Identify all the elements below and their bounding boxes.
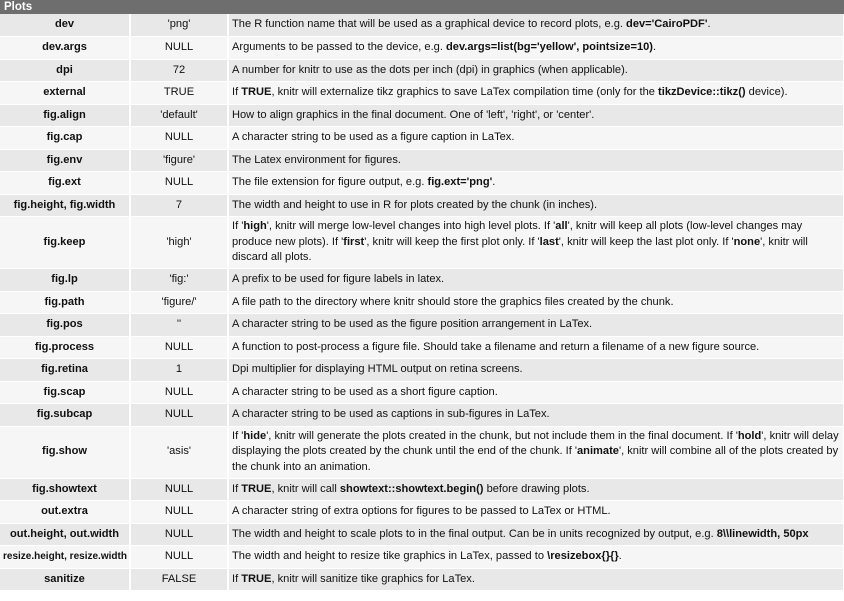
option-name: out.extra — [0, 501, 130, 524]
option-name: fig.showtext — [0, 478, 130, 501]
option-description: If TRUE, knitr will externalize tikz graphics to save LaTex compilation time (only for the tikzDevice::tikz() device). — [228, 82, 844, 105]
emphasis-text: animate — [577, 445, 619, 458]
option-name: fig.lp — [0, 269, 130, 292]
table-row — [0, 501, 844, 524]
option-description: If 'high', knitr will merge low-level changes into high level plots. If 'all', knitr will keep all plots (low-level changes may produce new plots). If 'first', knitr will keep the first plot only. If 'last', knitr will keep the last plot only. If 'none', knitr will discard all plots. — [228, 217, 844, 269]
option-name: fig.process — [0, 336, 130, 359]
emphasis-text: last — [539, 235, 559, 248]
option-default: NULL — [130, 478, 228, 501]
option-default: NULL — [130, 523, 228, 546]
option-description: A prefix to be used for figure labels in latex. — [228, 269, 844, 292]
option-description: Arguments to be passed to the device, e.g. dev.args=list(bg='yellow', pointsize=10). — [228, 37, 844, 60]
option-name: fig.ext — [0, 172, 130, 195]
table-row — [0, 14, 844, 37]
option-name: fig.env — [0, 149, 130, 172]
table-row — [0, 568, 844, 591]
option-default: 7 — [130, 194, 228, 217]
option-description: A file path to the directory where knitr should store the graphics files created by the chunk. — [228, 291, 844, 314]
option-name: fig.align — [0, 104, 130, 127]
options-table-body — [0, 14, 844, 591]
emphasis-text: TRUE — [241, 482, 272, 495]
option-name: dev — [0, 14, 130, 37]
table-row — [0, 426, 844, 478]
options-table — [0, 14, 844, 591]
option-name: out.height, out.width — [0, 523, 130, 546]
emphasis-text: \resizebox{}{} — [547, 550, 619, 562]
table-row — [0, 269, 844, 292]
option-default: NULL — [130, 381, 228, 404]
option-default: FALSE — [130, 568, 228, 591]
table-row — [0, 523, 844, 546]
emphasis-text: TRUE — [241, 86, 272, 98]
emphasis-text: dev.args=list(bg='yellow', pointsize=10) — [446, 41, 653, 53]
emphasis-text: none — [733, 235, 761, 248]
table-row — [0, 149, 844, 172]
option-description: The width and height to use in R for plots created by the chunk (in inches). — [228, 194, 844, 217]
option-default: 'png' — [130, 14, 228, 37]
option-description: The Latex environment for figures. — [228, 149, 844, 172]
option-default: 'fig:' — [130, 269, 228, 292]
table-row — [0, 381, 844, 404]
option-default: 72 — [130, 59, 228, 82]
table-row — [0, 478, 844, 501]
table-row — [0, 546, 844, 569]
table-row — [0, 82, 844, 105]
table-row — [0, 404, 844, 427]
emphasis-text: high — [243, 220, 267, 233]
option-description: A character string of extra options for figures to be passed to LaTex or HTML. — [228, 501, 844, 524]
option-name: fig.keep — [0, 217, 130, 269]
table-row — [0, 104, 844, 127]
option-default: NULL — [130, 127, 228, 150]
option-name: fig.scap — [0, 381, 130, 404]
option-description: A character string to be used as a figure caption in LaTex. — [228, 127, 844, 150]
option-default: 'default' — [130, 104, 228, 127]
option-description: If TRUE, knitr will call showtext::showtext.begin() before drawing plots. — [228, 478, 844, 501]
option-default: NULL — [130, 501, 228, 524]
emphasis-text: TRUE — [241, 572, 272, 585]
option-default: NULL — [130, 37, 228, 60]
option-default: 'figure/' — [130, 291, 228, 314]
option-description: The R function name that will be used as a graphical device to record plots, e.g. dev='CairoPDF'. — [228, 14, 844, 37]
option-name: dev.args — [0, 37, 130, 60]
option-name: fig.height, fig.width — [0, 194, 130, 217]
table-row — [0, 172, 844, 195]
option-default: NULL — [130, 172, 228, 195]
option-default: '' — [130, 314, 228, 337]
option-description: A character string to be used as captions in sub-figures in LaTex. — [228, 404, 844, 427]
option-name: fig.pos — [0, 314, 130, 337]
table-row — [0, 217, 844, 269]
table-row — [0, 359, 844, 382]
option-name: resize.height, resize.width — [0, 546, 130, 569]
option-default: 1 — [130, 359, 228, 382]
emphasis-text: showtext::showtext.begin() — [339, 482, 484, 495]
option-name: fig.cap — [0, 127, 130, 150]
option-name: fig.retina — [0, 359, 130, 382]
option-description: If TRUE, knitr will sanitize tike graphics for LaTex. — [228, 568, 844, 591]
option-description: If 'hide', knitr will generate the plots created in the chunk, but not include them in the final document. If 'hold', knitr will delay displaying the plots created by the chunk until the end of the chunk. If 'animate', knitr will combine all of the plots created by the chunk into an animation. — [228, 426, 844, 478]
section-header: Plots — [0, 0, 844, 14]
option-description: The file extension for figure output, e.g. fig.ext='png'. — [228, 172, 844, 195]
option-description: The width and height to resize tike graphics in LaTex, passed to \resizebox{}{}. — [228, 546, 844, 569]
option-name: fig.show — [0, 426, 130, 478]
emphasis-text: tikzDevice::tikz() — [658, 86, 746, 98]
emphasis-text: hide — [243, 429, 267, 442]
option-name: fig.path — [0, 291, 130, 314]
option-description: A function to post-process a figure file. Should take a filename and return a filename of a new figure source. — [228, 336, 844, 359]
option-name: dpi — [0, 59, 130, 82]
option-description: The width and height to scale plots to in the final output. Can be in units recognized by output, e.g. 8\\linewidth, 50px — [228, 523, 844, 546]
option-default: 'figure' — [130, 149, 228, 172]
option-description: How to align graphics in the final document. One of 'left', 'right', or 'center'. — [228, 104, 844, 127]
table-row — [0, 314, 844, 337]
emphasis-text: first — [343, 235, 365, 248]
table-row — [0, 291, 844, 314]
option-description: A character string to be used as a short figure caption. — [228, 381, 844, 404]
option-default: NULL — [130, 404, 228, 427]
option-description: A character string to be used as the figure position arrangement in LaTex. — [228, 314, 844, 337]
table-row — [0, 336, 844, 359]
option-name: sanitize — [0, 568, 130, 591]
table-row — [0, 194, 844, 217]
option-default: 'high' — [130, 217, 228, 269]
table-row — [0, 127, 844, 150]
option-name: external — [0, 82, 130, 105]
emphasis-text: 8\\linewidth, 50px — [716, 527, 809, 540]
option-default: 'asis' — [130, 426, 228, 478]
option-default: NULL — [130, 546, 228, 569]
option-description: Dpi multiplier for displaying HTML output on retina screens. — [228, 359, 844, 382]
emphasis-text: dev='CairoPDF' — [626, 18, 708, 31]
table-row — [0, 37, 844, 60]
emphasis-text: all — [555, 220, 568, 233]
table-row — [0, 59, 844, 82]
option-description: A number for knitr to use as the dots per inch (dpi) in graphics (when applicable). — [228, 59, 844, 82]
emphasis-text: fig.ext='png' — [427, 176, 493, 188]
option-default: TRUE — [130, 82, 228, 105]
option-name: fig.subcap — [0, 404, 130, 427]
emphasis-text: hold — [737, 429, 762, 442]
option-default: NULL — [130, 336, 228, 359]
